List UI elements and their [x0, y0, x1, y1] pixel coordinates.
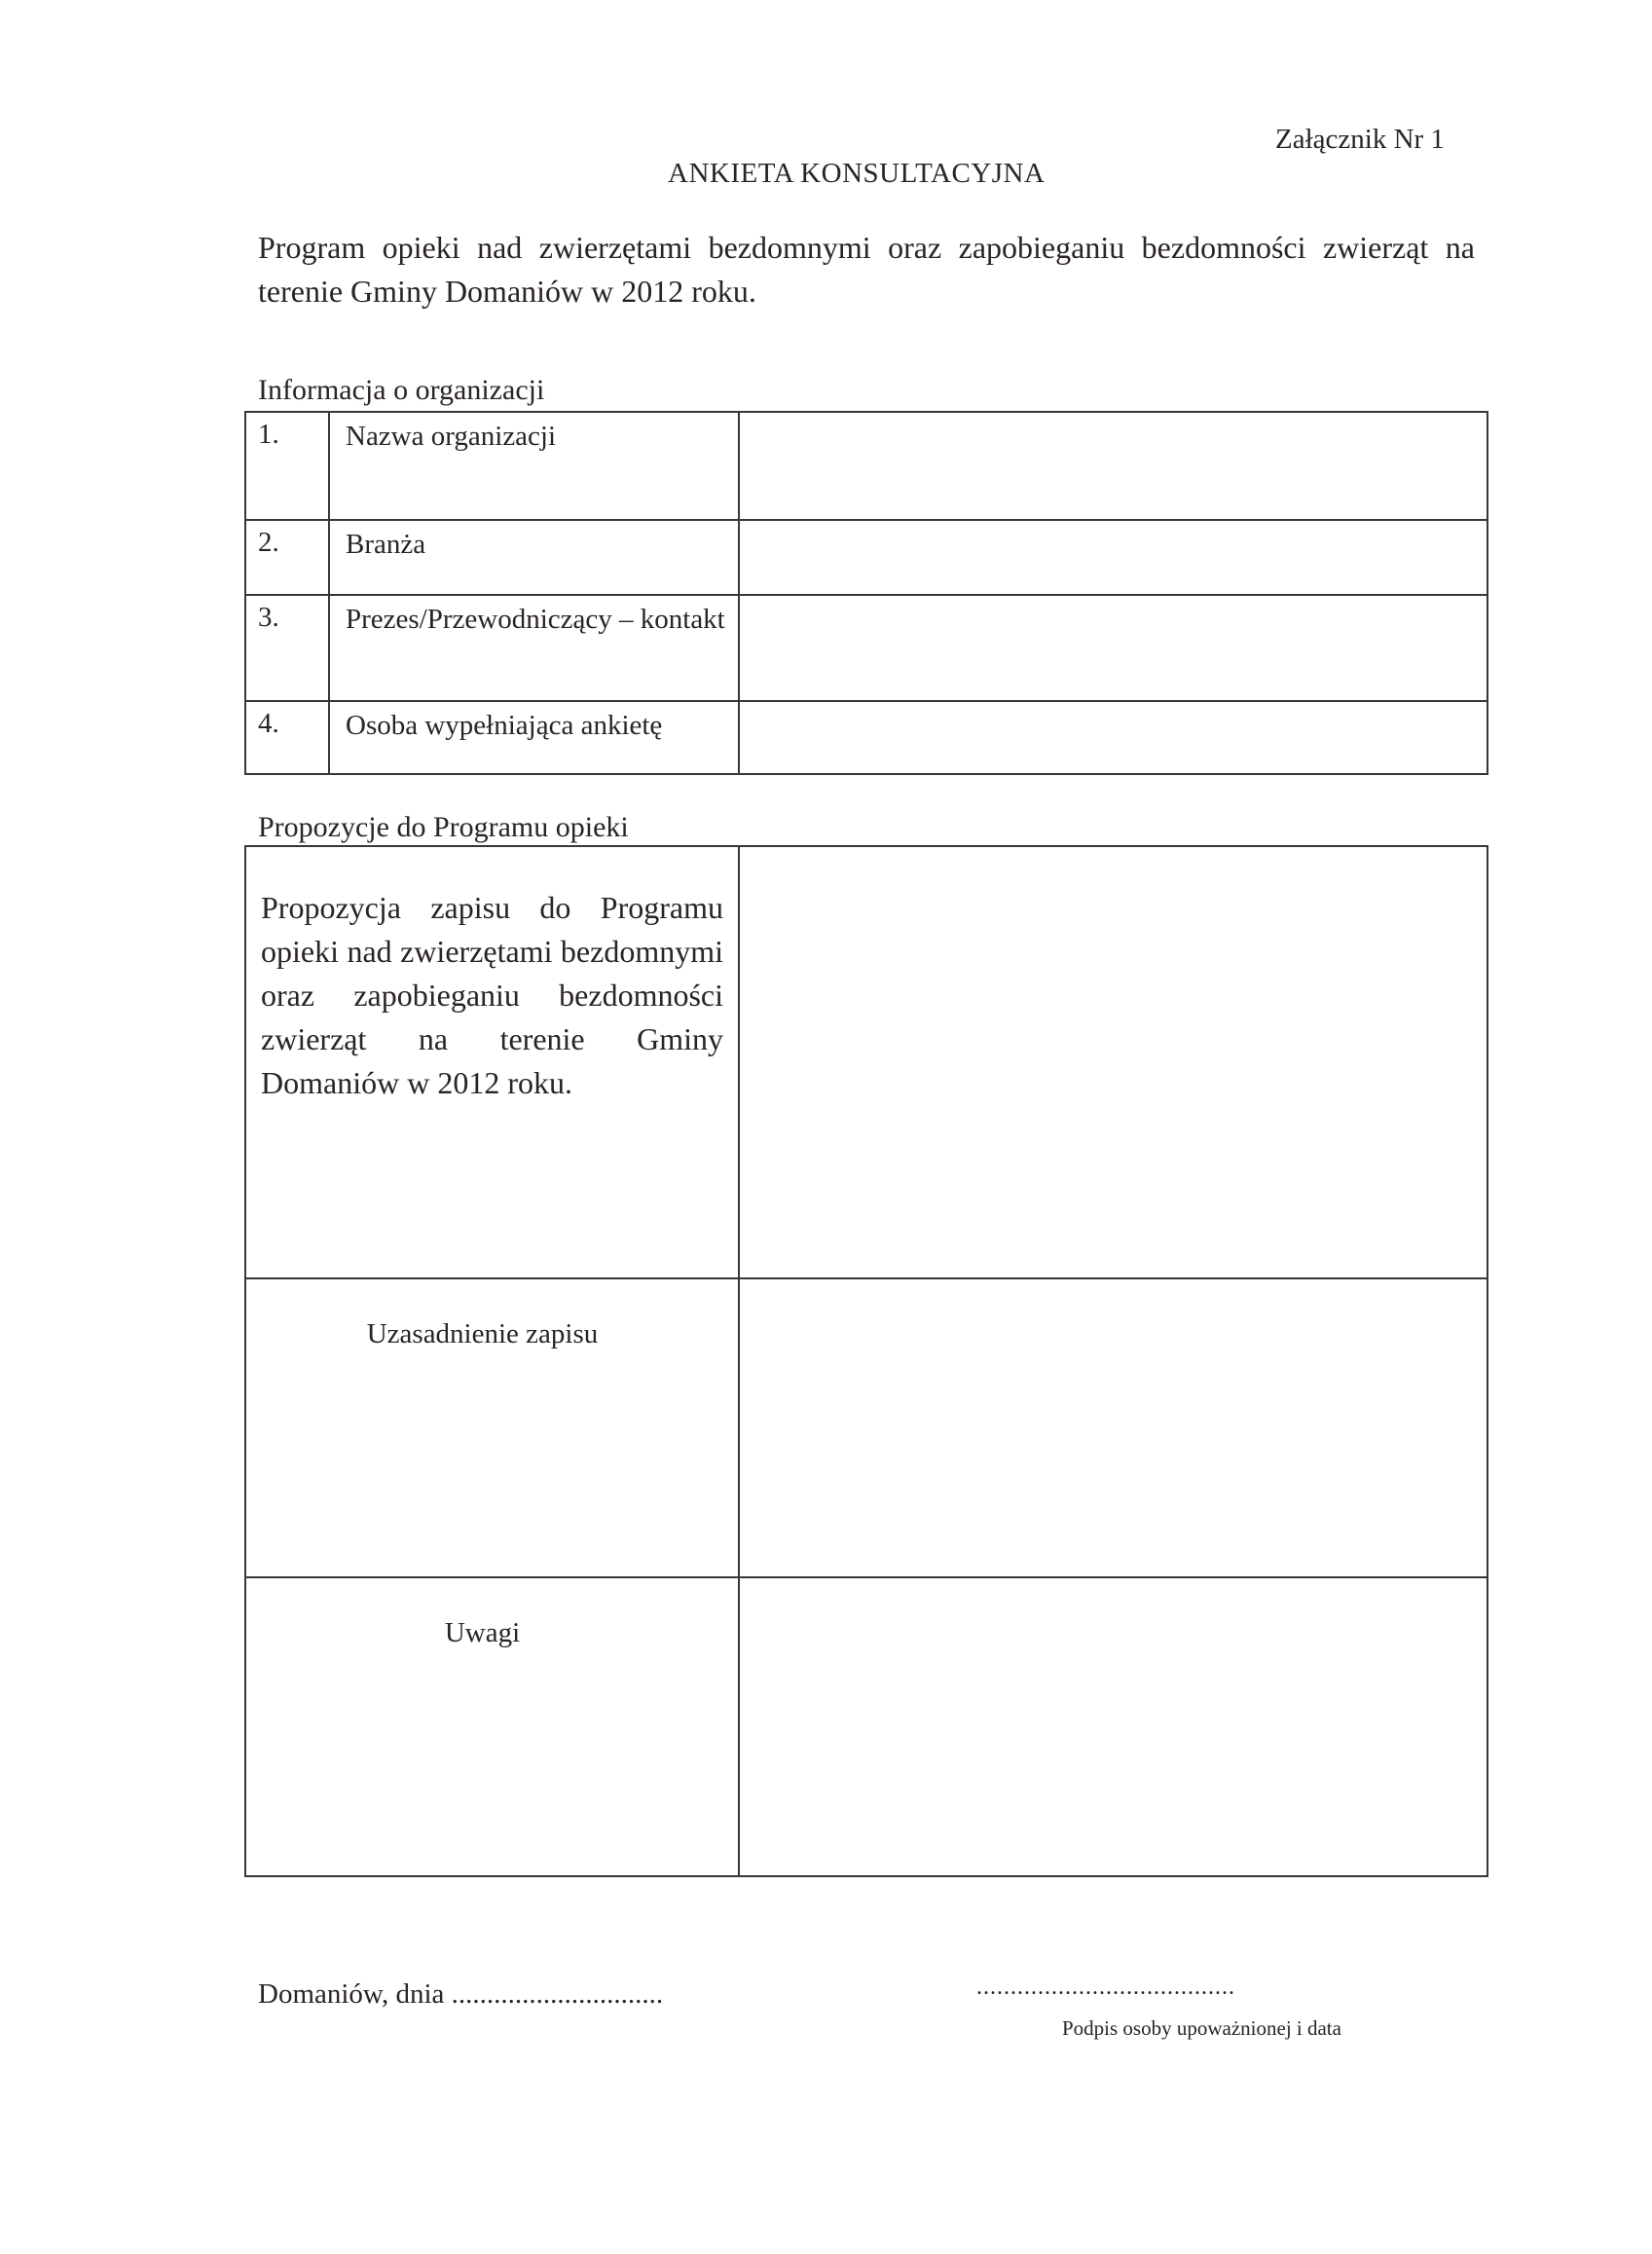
justification-label: Uzasadnienie zapisu — [245, 1278, 739, 1577]
organization-name-label: Nazwa organizacji — [329, 412, 739, 520]
respondent-field[interactable] — [739, 701, 1487, 774]
table-row — [245, 846, 1487, 1278]
respondent-label: Osoba wypełniająca ankietę — [329, 701, 739, 774]
table-row — [245, 1577, 1487, 1876]
table-row — [245, 412, 1487, 520]
row-number: 2. — [245, 520, 329, 595]
president-contact-field[interactable] — [739, 595, 1487, 701]
organization-name-field[interactable] — [739, 412, 1487, 520]
industry-field[interactable] — [739, 520, 1487, 595]
row-number: 1. — [245, 412, 329, 520]
president-contact-label: Prezes/Przewodniczący – kontakt — [329, 595, 739, 701]
table-row — [245, 520, 1487, 595]
proposal-label-cell — [245, 846, 739, 1278]
signature-line: ...................................... — [976, 1975, 1235, 2000]
table-row — [245, 701, 1487, 774]
table-row — [245, 595, 1487, 701]
organization-info-table — [244, 411, 1488, 775]
justification-field[interactable] — [739, 1278, 1487, 1577]
proposals-table — [244, 845, 1488, 1877]
remarks-field[interactable] — [739, 1577, 1487, 1876]
place-date-line: Domaniów, dnia .............................. — [258, 1978, 664, 2010]
table-row — [245, 1278, 1487, 1577]
info-section-heading: Informacja o organizacji — [258, 374, 545, 406]
proposal-field[interactable] — [739, 846, 1487, 1278]
proposal-label: Propozycja zapisu do Programu opieki nad zwierzętami bezdomnymi oraz zapobieganiu bezdomności zwierząt na terenie Gminy Domaniów w 2012 roku. — [261, 890, 723, 1100]
row-number: 3. — [245, 595, 329, 701]
annex-label: Załącznik Nr 1 — [1275, 124, 1445, 155]
program-description: Program opieki nad zwierzętami bezdomnymi oraz zapobieganiu bezdomności zwierząt na terenie Gminy Domaniów w 2012 roku. — [258, 230, 1475, 309]
remarks-label: Uwagi — [245, 1577, 739, 1876]
signature-caption: Podpis osoby upoważnionej i data — [1062, 2016, 1341, 2040]
form-title: ANKIETA KONSULTACYJNA — [668, 158, 1046, 189]
row-number: 4. — [245, 701, 329, 774]
proposals-section-heading: Propozycje do Programu opieki — [258, 811, 629, 843]
industry-label: Branża — [329, 520, 739, 595]
